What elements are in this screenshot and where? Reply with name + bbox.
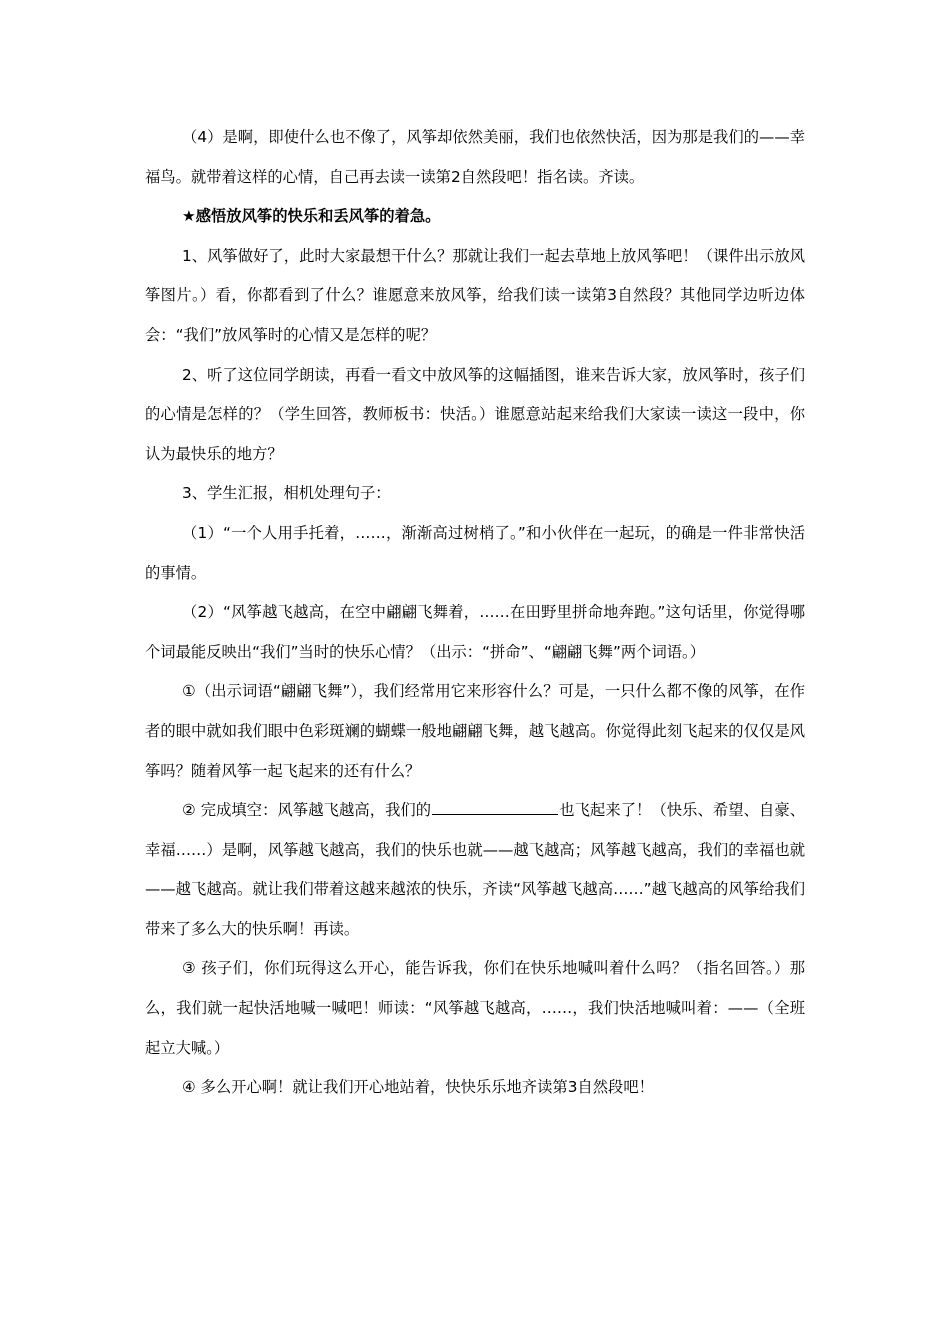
paragraph-step-3: 3、学生汇报，相机处理句子：	[182, 484, 391, 503]
fill-in-text-after: 也飞起来了！（快乐、希望、自豪、幸福……）是啊，风筝越飞越高，我们的快乐也就——越飞越高；风筝越飞越高，我们的幸福也就——越飞越高。就让我们带着这越来越浓的快乐，齐读“风筝越飞越高……”越飞越高的风筝给我们带来了多么大的快乐啊！再读。	[145, 801, 805, 938]
fill-in-blank	[432, 799, 558, 815]
paragraph-circled-2	[145, 791, 805, 949]
section-heading: ★感悟放风筝的快乐和丢风筝的着急。	[182, 207, 441, 226]
paragraph-circled-4: ④ 多么开心啊！就让我们开心地站着，快快乐乐地齐读第3自然段吧！	[182, 1078, 654, 1097]
fill-in-text-before: ② 完成填空：风筝越飞越高，我们的	[182, 801, 432, 820]
paragraph-sentence-1: （1）“一个人用手托着，……，渐渐高过树梢了。”和小伙伴在一起玩，的确是一件非常快活的事情。	[145, 523, 805, 582]
paragraph-circled-3: ③ 孩子们，你们玩得这么开心，能告诉我，你们在快乐地喊叫着什么吗？（指名回答。）那么，我们就一起快活地喊一喊吧！师读：“风筝越飞越高，……，我们快活地喊叫着：——（全班起立大喊。）	[145, 959, 805, 1057]
paragraph-step-1: 1、风筝做好了，此时大家最想干什么？那就让我们一起去草地上放风筝吧！（课件出示放风筝图片。）看，你都看到了什么？谁愿意来放风筝，给我们读一读第3自然段？其他同学边听边体会：“我们”放风筝时的心情又是怎样的呢？	[145, 246, 805, 344]
paragraph-4-happiness-bird: （4）是啊，即使什么也不像了，风筝却依然美丽，我们也依然快活，因为那是我们的——幸福鸟。就带着这样的心情，自己再去读一读第2自然段吧！指名读。齐读。	[145, 128, 805, 186]
document-page	[145, 118, 805, 1108]
paragraph-circled-1: ①（出示词语“翩翩飞舞”），我们经常用它来形容什么？可是，一只什么都不像的风筝，在作者的眼中就如我们眼中色彩斑斓的蝴蝶一般地翩翩飞舞，越飞越高。你觉得此刻飞起来的仅仅是风筝吗？随着风筝一起飞起来的还有什么？	[145, 682, 805, 780]
paragraph-step-2: 2、听了这位同学朗读，再看一看文中放风筝的这幅插图，谁来告诉大家，放风筝时，孩子们的心情是怎样的？（学生回答，教师板书：快活。）谁愿意站起来给我们大家读一读这一段中，你认为最快乐的地方？	[145, 365, 805, 463]
paragraph-sentence-2: （2）“风筝越飞越高，在空中翩翩飞舞着，……在田野里拼命地奔跑。”这句话里，你觉得哪个词最能反映出“我们”当时的快乐心情？（出示：“拼命”、“翩翩飞舞”两个词语。）	[145, 603, 805, 661]
